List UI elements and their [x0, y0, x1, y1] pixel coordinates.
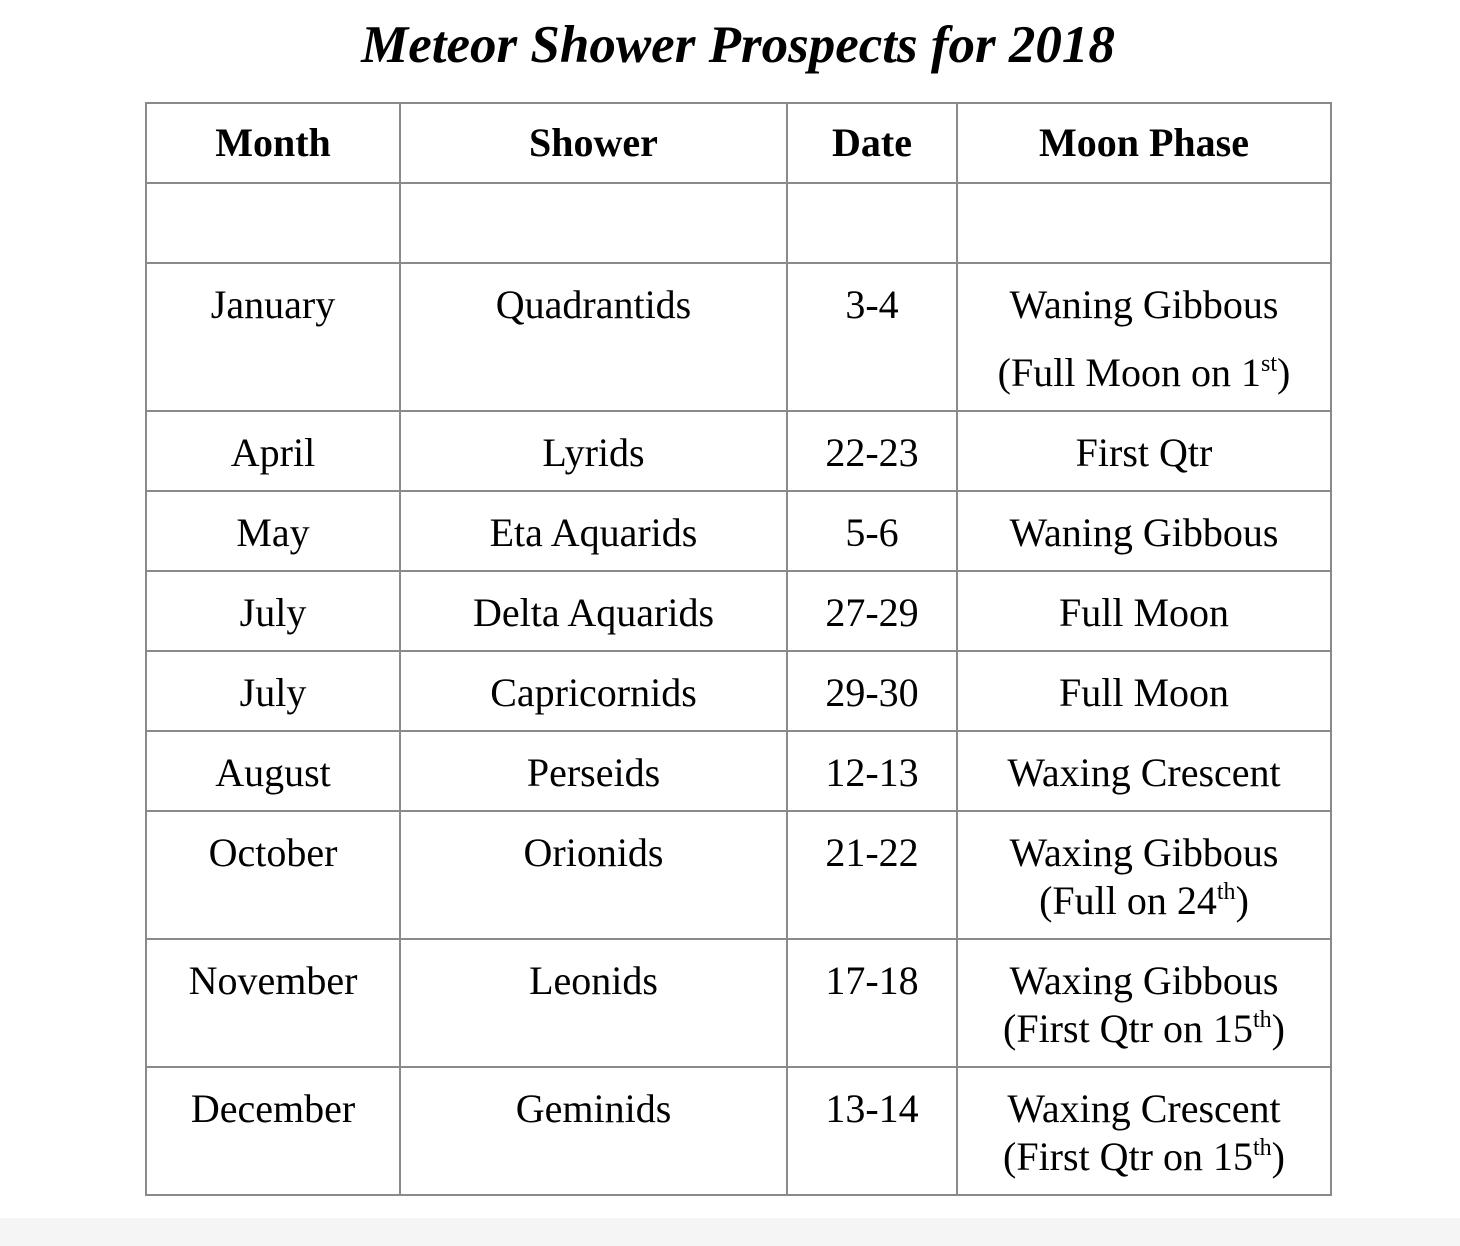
moon-phase-note-close: ): [1271, 1134, 1285, 1179]
ordinal-suffix: th: [1253, 1007, 1272, 1033]
moon-phase-note-close: ): [1271, 1006, 1285, 1051]
moon-phase-note-text: (First Qtr on 15: [1003, 1006, 1253, 1051]
date-cell: 22-23: [787, 411, 957, 491]
date-cell: 12-13: [787, 731, 957, 811]
month-cell: November: [146, 939, 400, 1067]
moon-phase-cell: [957, 811, 1331, 939]
month-cell: May: [146, 491, 400, 571]
moon-phase-cell: Full Moon: [957, 571, 1331, 651]
table-row: [146, 183, 1331, 263]
moon-phase-note: [958, 877, 1330, 925]
moon-phase-cell: Full Moon: [957, 651, 1331, 731]
table-row: [146, 731, 1331, 811]
header-month: Month: [146, 103, 400, 183]
month-cell: [146, 183, 400, 263]
moon-phase-note-close: ): [1277, 350, 1291, 395]
month-cell: August: [146, 731, 400, 811]
table-row: [146, 651, 1331, 731]
date-cell: 27-29: [787, 571, 957, 651]
moon-phase-cell: [957, 263, 1331, 411]
page-title: Meteor Shower Prospects for 2018: [361, 16, 1115, 74]
shower-cell: [400, 183, 787, 263]
table-row: [146, 811, 1331, 939]
table-header-row: [146, 103, 1331, 183]
moon-phase-cell: [957, 1067, 1331, 1195]
date-cell: 21-22: [787, 811, 957, 939]
moon-phase-line: Waxing Crescent: [1007, 1086, 1281, 1131]
moon-phase-line: Waxing Gibbous: [1009, 958, 1279, 1003]
moon-phase-note: [958, 1005, 1330, 1053]
header-shower: Shower: [400, 103, 787, 183]
month-cell: January: [146, 263, 400, 411]
meteor-shower-table: [145, 102, 1332, 1196]
moon-phase-note-close: ): [1235, 878, 1249, 923]
shower-cell: Leonids: [400, 939, 787, 1067]
ordinal-suffix: th: [1216, 879, 1236, 905]
moon-phase-note-text: (Full Moon on 1: [997, 350, 1261, 395]
moon-phase-cell: Waxing Crescent: [957, 731, 1331, 811]
date-cell: [787, 183, 957, 263]
ordinal-suffix: st: [1261, 351, 1278, 377]
date-cell: 13-14: [787, 1067, 957, 1195]
ordinal-suffix: th: [1253, 1135, 1272, 1161]
month-cell: July: [146, 571, 400, 651]
shower-cell: Eta Aquarids: [400, 491, 787, 571]
moon-phase-note: [958, 1133, 1330, 1181]
moon-phase-line: Waning Gibbous: [1009, 282, 1279, 327]
month-cell: April: [146, 411, 400, 491]
shower-cell: Capricornids: [400, 651, 787, 731]
table-row: [146, 411, 1331, 491]
date-cell: 3-4: [787, 263, 957, 411]
month-cell: December: [146, 1067, 400, 1195]
page-bottom-margin: [0, 1218, 1460, 1246]
moon-phase-cell: Waning Gibbous: [957, 491, 1331, 571]
table-row: [146, 939, 1331, 1067]
moon-phase-cell: [957, 939, 1331, 1067]
table-row: [146, 1067, 1331, 1195]
shower-cell: Geminids: [400, 1067, 787, 1195]
moon-phase-line: Waxing Gibbous: [1009, 830, 1279, 875]
shower-cell: Perseids: [400, 731, 787, 811]
shower-cell: Orionids: [400, 811, 787, 939]
moon-phase-note-text: (Full on 24: [1039, 878, 1217, 923]
moon-phase-note: [958, 339, 1330, 407]
month-cell: October: [146, 811, 400, 939]
header-date: Date: [787, 103, 957, 183]
shower-cell: Delta Aquarids: [400, 571, 787, 651]
shower-cell: Quadrantids: [400, 263, 787, 411]
header-moon-phase: Moon Phase: [957, 103, 1331, 183]
table-row: [146, 263, 1331, 411]
moon-phase-note-text: (First Qtr on 15: [1003, 1134, 1253, 1179]
month-cell: July: [146, 651, 400, 731]
shower-cell: Lyrids: [400, 411, 787, 491]
date-cell: 29-30: [787, 651, 957, 731]
moon-phase-cell: First Qtr: [957, 411, 1331, 491]
date-cell: 5-6: [787, 491, 957, 571]
moon-phase-cell: [957, 183, 1331, 263]
date-cell: 17-18: [787, 939, 957, 1067]
table-row: [146, 571, 1331, 651]
table-row: [146, 491, 1331, 571]
